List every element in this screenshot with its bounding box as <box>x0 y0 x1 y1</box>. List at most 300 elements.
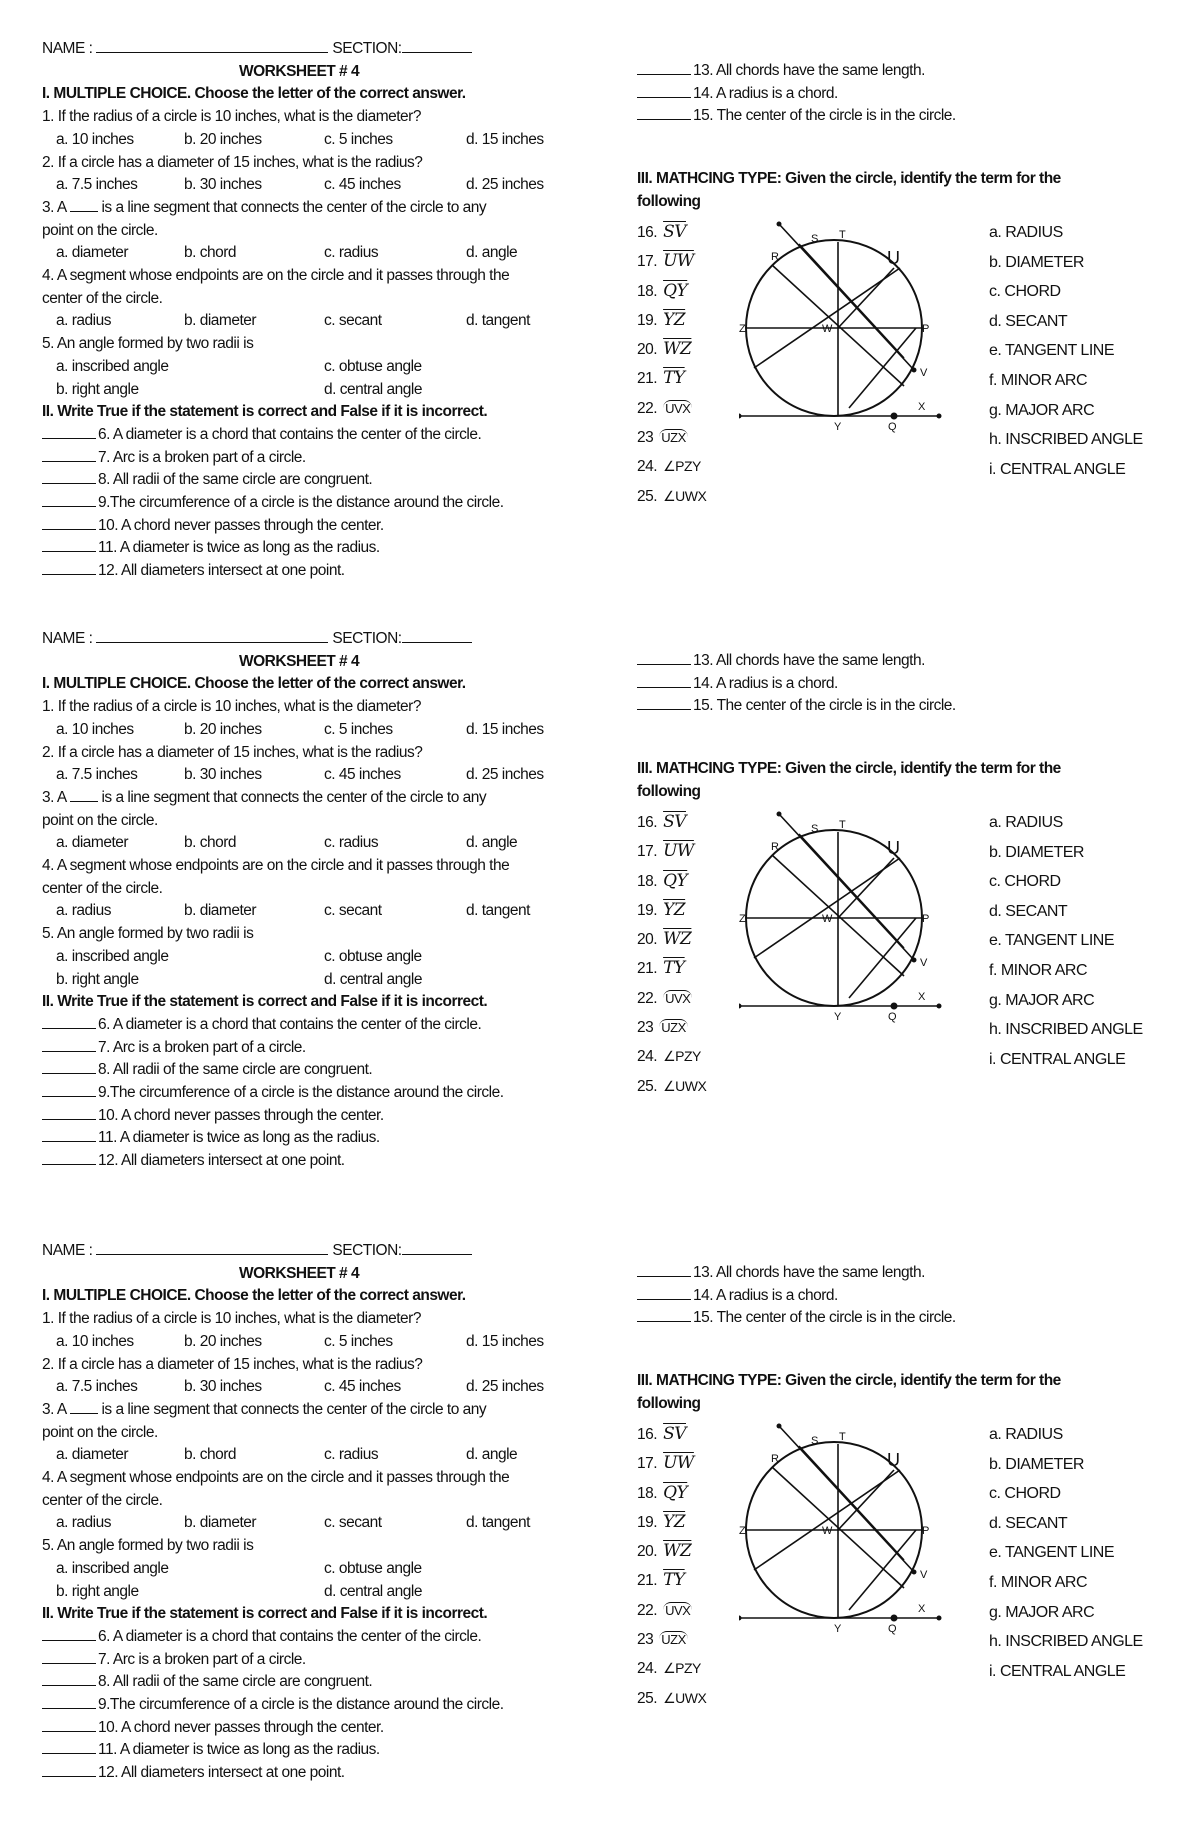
question-1: 1. If the radius of a circle is 10 inches, what is the diameter? <box>42 698 421 716</box>
term-symbol: $\overline{TY}$ <box>663 1570 685 1591</box>
matching-term <box>637 306 706 335</box>
term-symbol: $\overline{WZ}$ <box>663 929 692 950</box>
matching-choices <box>989 1420 1143 1686</box>
term-number: 22. <box>637 989 658 1007</box>
section-label: SECTION: <box>332 630 402 647</box>
option: d. angle <box>466 834 518 852</box>
option: c. 5 inches <box>324 720 393 738</box>
matching-choice: c. CHORD <box>989 1485 1061 1503</box>
tf-text: 11. A diameter is twice as long as the radius. <box>98 1129 380 1147</box>
matching-choice: d. SECANT <box>989 312 1068 330</box>
matching-term <box>637 1042 706 1071</box>
part3-heading-line2: following <box>637 192 701 210</box>
worksheet-1 <box>0 38 1200 628</box>
term-number: 20. <box>637 341 658 359</box>
term-number: 20. <box>637 931 658 949</box>
option: a. 10 inches <box>56 1332 134 1350</box>
option: b. 30 inches <box>184 1378 262 1396</box>
part1-heading: I. MULTIPLE CHOICE. Choose the letter of the correct answer. <box>42 675 466 693</box>
answer-blank <box>42 1082 96 1097</box>
q3-text-post: is a line segment that connects the center of the circle to any <box>97 1400 487 1418</box>
tf-text: 10. A chord never passes through the center. <box>98 516 384 534</box>
matching-choice: h. INSCRIBED ANGLE <box>989 1633 1143 1651</box>
point-label-u: U <box>887 248 900 268</box>
option: a. inscribed angle <box>56 947 169 965</box>
point-label-t: T <box>839 229 846 241</box>
tf-text: 11. A diameter is twice as long as the radius. <box>98 1741 380 1759</box>
worksheet-3 <box>0 1240 1200 1830</box>
question-2: 2. If a circle has a diameter of 15 inches, what is the radius? <box>42 153 423 171</box>
option: c. 5 inches <box>324 1332 393 1350</box>
worksheet-title: WORKSHEET # 4 <box>239 1264 360 1282</box>
part3-heading-line1: III. MATHCING TYPE: Given the circle, identify the term for the <box>637 170 1061 187</box>
term-symbol: UVX <box>665 400 691 416</box>
q4-options <box>42 1512 582 1535</box>
tf-text: 14. A radius is a chord. <box>693 674 838 692</box>
tf-item-9 <box>42 492 582 515</box>
part1-heading: I. MULTIPLE CHOICE. Choose the letter of the correct answer. <box>42 1287 466 1305</box>
q5-options-row2 <box>42 1581 582 1604</box>
matching-term <box>637 335 706 364</box>
term-symbol: $\overline{SV}$ <box>663 1424 686 1444</box>
option: d. central angle <box>324 380 422 398</box>
option: d. central angle <box>324 970 422 988</box>
matching-term <box>637 482 706 511</box>
option: c. obtuse angle <box>324 357 422 375</box>
option: a. radius <box>56 902 111 920</box>
matching-choice: d. SECANT <box>989 1514 1068 1532</box>
answer-blank <box>637 1285 691 1300</box>
term-symbol: $\overline{QY}$ <box>663 1482 688 1503</box>
answer-blank <box>42 515 96 530</box>
matching-terms <box>637 218 706 511</box>
option: a. 10 inches <box>56 130 134 148</box>
tf-item-12 <box>42 1150 582 1173</box>
left-column <box>42 628 582 1173</box>
answer-blank <box>42 1694 96 1709</box>
tf-text: 9.The circumference of a circle is the distance around the circle. <box>98 1084 504 1102</box>
tf-text: 7. Arc is a broken part of a circle. <box>98 448 306 466</box>
tf-item-13 <box>637 650 956 673</box>
matching-choice: g. MAJOR ARC <box>989 401 1095 419</box>
option: b. 20 inches <box>184 1332 262 1350</box>
tf-item-9 <box>42 1082 582 1105</box>
tf-item-7 <box>42 447 582 470</box>
part3-heading-line2: following <box>637 782 701 800</box>
point-label-r: R <box>771 251 779 263</box>
matching-choice: c. CHORD <box>989 283 1061 301</box>
tf-item-12 <box>42 1762 582 1785</box>
chord-zu <box>754 858 900 958</box>
tf-item-7 <box>42 1037 582 1060</box>
chord-zu <box>754 268 900 368</box>
term-symbol: $\overline{SV}$ <box>663 222 686 242</box>
term-number: 18. <box>637 282 658 300</box>
point-q-dot <box>891 413 898 420</box>
point-label-q: Q <box>888 1623 897 1635</box>
question-4-cont: center of the circle. <box>42 289 163 307</box>
q5-options-row1 <box>42 946 582 969</box>
arrow-tangent-left <box>739 1004 742 1009</box>
answer-blank <box>42 1762 96 1777</box>
term-symbol: ∠UWX <box>663 1077 707 1094</box>
part3-heading-line2: following <box>637 1394 701 1412</box>
term-symbol: $\overline{SV}$ <box>663 812 686 832</box>
arrow-tangent-right <box>937 414 942 419</box>
tf-text: 12. All diameters intersect at one point. <box>98 562 345 580</box>
part3-heading-line1: III. MATHCING TYPE: Given the circle, identify the term for the <box>637 760 1061 777</box>
tf-continued <box>637 1262 956 1330</box>
term-number: 21. <box>637 370 658 388</box>
tf-continued <box>637 650 956 718</box>
term-symbol: ∠UWX <box>663 487 707 504</box>
q2-options <box>42 1376 582 1399</box>
point-label-w: W <box>822 323 833 335</box>
question-4: 4. A segment whose endpoints are on the circle and it passes through the <box>42 267 510 285</box>
tf-text: 7. Arc is a broken part of a circle. <box>98 1650 306 1668</box>
tf-text: 11. A diameter is twice as long as the radius. <box>98 539 380 557</box>
option: b. 20 inches <box>184 130 262 148</box>
tf-item-11 <box>42 537 582 560</box>
tf-item-6 <box>42 1626 582 1649</box>
tf-item-6 <box>42 1014 582 1037</box>
term-number: 19. <box>637 1513 658 1531</box>
circle-diagram <box>739 1422 979 1652</box>
answer-blank <box>42 1014 96 1029</box>
tf-item-8 <box>42 1671 582 1694</box>
matching-term <box>637 364 706 393</box>
point-label-p: P <box>922 323 930 335</box>
term-symbol: $\overline{TY}$ <box>663 958 685 979</box>
circle-figure <box>739 220 979 455</box>
term-number: 21. <box>637 1572 658 1590</box>
matching-choice: h. INSCRIBED ANGLE <box>989 1021 1143 1039</box>
option: b. 20 inches <box>184 720 262 738</box>
term-symbol: $\overline{YZ}$ <box>663 899 686 920</box>
answer-blank <box>42 537 96 552</box>
name-line <box>42 38 582 61</box>
section-label: SECTION: <box>332 1242 402 1259</box>
option: a. 7.5 inches <box>56 1378 138 1396</box>
answer-blank <box>42 1649 96 1664</box>
matching-term <box>637 925 706 954</box>
point-label-s: S <box>811 1435 819 1447</box>
point-label-w: W <box>822 1525 833 1537</box>
arrow-tangent-right <box>937 1616 942 1621</box>
matching-term <box>637 452 706 481</box>
matching-choice: i. CENTRAL ANGLE <box>989 1662 1126 1680</box>
term-number: 17. <box>637 843 658 861</box>
answer-blank <box>637 83 691 98</box>
tf-text: 6. A diameter is a chord that contains the center of the circle. <box>98 1015 482 1033</box>
term-number: 22. <box>637 1601 658 1619</box>
answer-blank <box>42 492 96 507</box>
answer-blank <box>42 1626 96 1641</box>
question-3-cont: point on the circle. <box>42 1423 158 1441</box>
tf-item-6 <box>42 424 582 447</box>
answer-blank <box>42 447 96 462</box>
option: c. obtuse angle <box>324 947 422 965</box>
q3-options <box>42 832 582 855</box>
answer-blank <box>637 673 691 688</box>
q3-text-post: is a line segment that connects the center of the circle to any <box>97 198 487 216</box>
option: b. diameter <box>184 1514 257 1532</box>
option: d. tangent <box>466 902 530 920</box>
tf-item-10 <box>42 1717 582 1740</box>
term-number: 16. <box>637 1426 658 1443</box>
term-symbol: UZX <box>661 1020 686 1036</box>
tf-item-12 <box>42 560 582 583</box>
tf-item-14 <box>637 1285 956 1308</box>
matching-term <box>637 808 706 837</box>
term-number: 18. <box>637 872 658 890</box>
worksheet-title: WORKSHEET # 4 <box>239 652 360 670</box>
name-line <box>42 1240 582 1263</box>
answer-blank <box>42 1105 96 1120</box>
term-number: 19. <box>637 901 658 919</box>
matching-choice: e. TANGENT LINE <box>989 1544 1114 1562</box>
tf-text: 6. A diameter is a chord that contains the center of the circle. <box>98 1627 482 1645</box>
term-symbol: ∠UWX <box>663 1689 707 1706</box>
answer-blank <box>42 469 96 484</box>
matching-term <box>637 1072 706 1101</box>
option: c. radius <box>324 244 379 262</box>
answer-blank <box>42 1717 96 1732</box>
matching-term <box>637 423 706 452</box>
tf-text: 12. All diameters intersect at one point. <box>98 1764 345 1782</box>
tf-text: 15. The center of the circle is in the circle. <box>693 697 956 715</box>
answer-blank <box>42 1037 96 1052</box>
q2-options <box>42 174 582 197</box>
tf-item-8 <box>42 1059 582 1082</box>
q3-blank <box>70 1401 98 1414</box>
term-symbol: $\overline{QY}$ <box>663 280 688 301</box>
question-3-cont: point on the circle. <box>42 811 158 829</box>
part2-heading: II. Write True if the statement is correct and False if it is incorrect. <box>42 993 488 1011</box>
option: c. 5 inches <box>324 130 393 148</box>
matching-choice: f. MINOR ARC <box>989 371 1088 389</box>
q3-options <box>42 242 582 265</box>
point-label-t: T <box>839 1431 846 1443</box>
matching-choice: a. RADIUS <box>989 1426 1063 1443</box>
name-blank <box>96 38 328 53</box>
matching-term <box>637 218 706 247</box>
option: b. 30 inches <box>184 176 262 194</box>
arrow-secant <box>777 1424 782 1429</box>
left-column <box>42 38 582 583</box>
answer-blank <box>637 60 691 75</box>
option: b. diameter <box>184 902 257 920</box>
worksheet-2 <box>0 628 1200 1218</box>
worksheet-title: WORKSHEET # 4 <box>239 62 360 80</box>
matching-section <box>637 808 1167 1098</box>
tf-item-13 <box>637 60 956 83</box>
point-label-x: X <box>918 401 926 413</box>
term-symbol: $\overline{QY}$ <box>663 870 688 891</box>
matching-choice: a. RADIUS <box>989 224 1063 241</box>
option: d. 25 inches <box>466 766 544 784</box>
tf-text: 14. A radius is a chord. <box>693 1286 838 1304</box>
point-label-p: P <box>922 913 930 925</box>
matching-term <box>637 1684 706 1713</box>
term-symbol: UZX <box>661 430 686 446</box>
term-number: 25. <box>637 487 658 505</box>
matching-term <box>637 1013 706 1042</box>
option: d. 15 inches <box>466 720 544 738</box>
matching-choice: b. DIAMETER <box>989 253 1084 271</box>
term-number: 24. <box>637 458 658 476</box>
term-number: 22. <box>637 399 658 417</box>
question-1: 1. If the radius of a circle is 10 inches, what is the diameter? <box>42 108 421 126</box>
circle-diagram <box>739 810 979 1040</box>
q2-options <box>42 764 582 787</box>
answer-blank <box>637 1307 691 1322</box>
option: b. right angle <box>56 380 139 398</box>
arrow-secant-end <box>912 368 917 373</box>
question-5: 5. An angle formed by two radii is <box>42 1537 254 1555</box>
name-blank <box>96 1240 328 1255</box>
matching-term <box>637 1596 706 1625</box>
answer-blank <box>637 695 691 710</box>
secant-line-su <box>779 814 914 960</box>
q3-text-pre: 3. A <box>42 198 70 216</box>
option: a. diameter <box>56 244 129 262</box>
point-label-v: V <box>920 1569 928 1581</box>
option: b. chord <box>184 1446 237 1464</box>
q3-text-pre: 3. A <box>42 788 70 806</box>
q4-options <box>42 900 582 923</box>
term-number: 24. <box>637 1048 658 1066</box>
matching-term <box>637 247 706 276</box>
tf-text: 8. All radii of the same circle are congruent. <box>98 1673 373 1691</box>
term-number: 17. <box>637 1455 658 1473</box>
term-symbol: ∠PZY <box>663 1048 701 1065</box>
question-2: 2. If a circle has a diameter of 15 inches, what is the radius? <box>42 1355 423 1373</box>
option: a. diameter <box>56 834 129 852</box>
question-4: 4. A segment whose endpoints are on the circle and it passes through the <box>42 857 510 875</box>
tf-text: 10. A chord never passes through the center. <box>98 1106 384 1124</box>
matching-term <box>637 1508 706 1537</box>
option: c. 45 inches <box>324 1378 401 1396</box>
chord-pv <box>849 918 916 998</box>
tf-text: 15. The center of the circle is in the circle. <box>693 1309 956 1327</box>
circle-diagram <box>739 220 979 450</box>
term-number: 18. <box>637 1484 658 1502</box>
circle-figure <box>739 1422 979 1657</box>
chord-zu <box>754 1470 900 1570</box>
term-number: 17. <box>637 253 658 271</box>
term-number: 24. <box>637 1660 658 1678</box>
part2-heading: II. Write True if the statement is correct and False if it is incorrect. <box>42 1605 488 1623</box>
matching-choices <box>989 808 1143 1074</box>
option: c. radius <box>324 1446 379 1464</box>
matching-choice: b. DIAMETER <box>989 1455 1084 1473</box>
tf-item-11 <box>42 1739 582 1762</box>
tf-text: 9.The circumference of a circle is the distance around the circle. <box>98 494 504 512</box>
matching-choice: f. MINOR ARC <box>989 1573 1088 1591</box>
q3-options <box>42 1444 582 1467</box>
term-number: 20. <box>637 1543 658 1561</box>
tf-item-11 <box>42 1127 582 1150</box>
tf-text: 10. A chord never passes through the center. <box>98 1718 384 1736</box>
option: d. 15 inches <box>466 130 544 148</box>
point-q-dot <box>891 1003 898 1010</box>
section-label: SECTION: <box>332 40 402 57</box>
matching-choice: g. MAJOR ARC <box>989 1603 1095 1621</box>
tf-item-8 <box>42 469 582 492</box>
point-label-z: Z <box>739 913 746 925</box>
question-4: 4. A segment whose endpoints are on the circle and it passes through the <box>42 1469 510 1487</box>
tf-text: 8. All radii of the same circle are congruent. <box>98 1061 373 1079</box>
tf-text: 13. All chords have the same length. <box>693 1264 925 1281</box>
name-line <box>42 628 582 651</box>
point-label-x: X <box>918 1603 926 1615</box>
point-label-z: Z <box>739 1525 746 1537</box>
matching-section <box>637 218 1167 508</box>
tf-text: 6. A diameter is a chord that contains the center of the circle. <box>98 425 482 443</box>
matching-choice: h. INSCRIBED ANGLE <box>989 431 1143 449</box>
answer-blank <box>42 560 96 575</box>
matching-choice: c. CHORD <box>989 873 1061 891</box>
matching-section <box>637 1420 1167 1710</box>
q3-blank <box>70 789 98 802</box>
q5-options-row2 <box>42 379 582 402</box>
question-4-cont: center of the circle. <box>42 879 163 897</box>
question-3-cont: point on the circle. <box>42 221 158 239</box>
option: d. angle <box>466 244 518 262</box>
tf-text: 15. The center of the circle is in the circle. <box>693 107 956 125</box>
tf-continued <box>637 60 956 128</box>
arrow-secant <box>777 222 782 227</box>
term-number: 23 <box>637 429 654 447</box>
point-label-y: Y <box>834 1623 842 1635</box>
matching-term <box>637 984 706 1013</box>
term-number: 23 <box>637 1019 654 1037</box>
option: c. secant <box>324 1514 382 1532</box>
arrow-tangent-left <box>739 1616 742 1621</box>
matching-term <box>637 867 706 896</box>
point-label-q: Q <box>888 1011 897 1023</box>
option: c. 45 inches <box>324 766 401 784</box>
matching-choice: i. CENTRAL ANGLE <box>989 460 1126 478</box>
matching-choice: a. RADIUS <box>989 814 1063 831</box>
tf-item-13 <box>637 1262 956 1285</box>
section-blank <box>402 38 472 53</box>
matching-term <box>637 1449 706 1478</box>
option: c. obtuse angle <box>324 1559 422 1577</box>
matching-term <box>637 394 706 423</box>
tf-item-10 <box>42 515 582 538</box>
tf-item-14 <box>637 83 956 106</box>
point-label-s: S <box>811 823 819 835</box>
point-label-p: P <box>922 1525 930 1537</box>
tf-text: 8. All radii of the same circle are congruent. <box>98 471 373 489</box>
question-3 <box>42 197 582 220</box>
section-blank <box>402 1240 472 1255</box>
term-number: 25. <box>637 1077 658 1095</box>
matching-term <box>637 837 706 866</box>
point-label-r: R <box>771 841 779 853</box>
matching-choices <box>989 218 1143 484</box>
arrow-secant-end <box>912 1570 917 1575</box>
q1-options <box>42 1331 582 1354</box>
option: a. diameter <box>56 1446 129 1464</box>
term-symbol: ∠PZY <box>663 1660 701 1677</box>
term-symbol: $\overline{WZ}$ <box>663 1541 692 1562</box>
arrow-tangent-left <box>739 414 742 419</box>
term-number: 16. <box>637 224 658 241</box>
option: d. central angle <box>324 1582 422 1600</box>
